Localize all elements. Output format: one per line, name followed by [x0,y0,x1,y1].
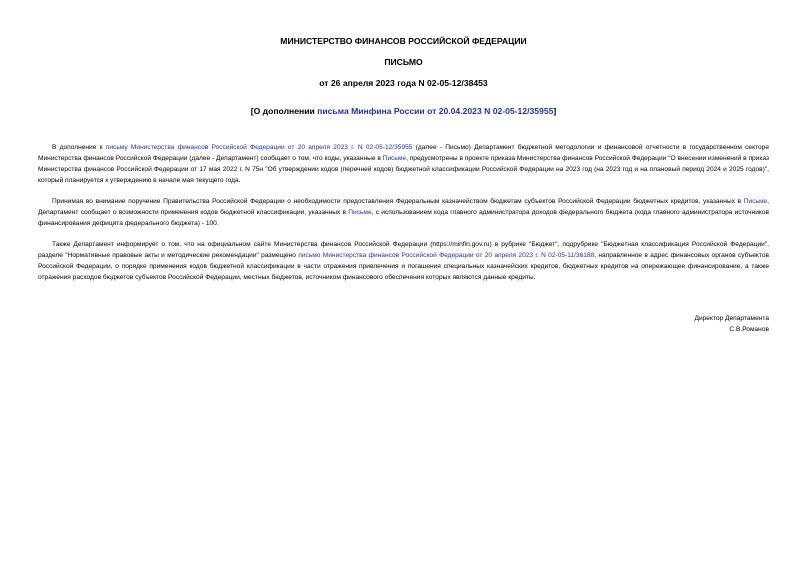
paragraph-2-text-2: , Департамент сообщает о возможности применения кодов бюджетной классификации, указанных в [38,198,769,216]
paragraph-2 [38,196,769,229]
paragraph-2-link-2[interactable]: Письме [348,209,372,216]
signature-name: С.В.Романов [729,326,769,333]
paragraph-1-text-3: , предусмотрены в проекте приказа Министерства финансов Российской Федерации "О внесении изменений в приказ Министерства финансов Российской Федерации от 17 мая 2022 г. N 75н "Об утверждении кодов (перечней кодов) бюджетной классификации Российской Федерации на 2023 год (на 2023 год и на плановый период 2024 и 2025 годов)", который планируется к утверждению в начале мая текущего года. [38,155,770,184]
paragraph-3-text-2: , направленное в адрес финансовых органов субъектов Российской Федерации, о порядке применения кодов бюджетной классификации в части отражения привлечения и погашения специальных казначейских кредитов, бюджетных кредитов на опережающее финансирование, а также отражения расходов бюджетов субъектов Российской Федерации, местных бюджетов, источником финансового обеспечения которых являются данные кредиты. [38,252,769,281]
signature-block [38,313,769,335]
paragraph-1-text-1: В дополнение к [52,144,106,151]
document-date-number: от 26 апреля 2023 года N 02-05-12/38453 [319,78,488,88]
subject-suffix: ] [553,106,557,116]
paragraph-3 [38,239,769,283]
document-subject [38,106,769,117]
paragraph-1-link-1[interactable]: письму Министерства финансов Российской Федерации от 20 апреля 2023 г. N 02-05-12/35955 [105,144,413,151]
signature-position: Директор Департамента [694,315,769,322]
paragraph-3-text-1: Также Департамент информирует о том, что на официальном сайте Министерства финансов Российской Федерации (https://minfin.gov.ru) в рубрике "Бюджет", подрубрике "Бюджетная классификация Российской Федерации", разделе "Нормативные правовые акты и методические рекомендации" размещено [38,241,769,259]
document-page [38,36,769,335]
paragraph-2-text-1: Принимая во внимание поручение Правительства Российской Федерации о необходимости предоставления Федеральным казначейством бюджетам субъектов Российской Федерации бюджетных кредитов, указанных в [52,198,744,205]
paragraph-2-link-1[interactable]: Письме [743,198,768,205]
document-type: ПИСЬМО [384,57,423,67]
paragraph-1-link-2[interactable]: Письме [382,155,407,162]
paragraph-2-text-3: , с использованием кода главного администратора доходов федерального бюджета (кода главного администратора источников финансирования дефицита федерального бюджета) - 100. [38,209,770,227]
paragraph-1-text-2: (далее - Письмо) Департамент бюджетной методологии и финансовой отчетности в государственном секторе Министерства финансов Российской Федерации (далее - Департамент) сообщает о том, что коды, указанные в [38,144,770,162]
subject-prefix: [О дополнении [250,106,318,116]
subject-link[interactable]: письма Минфина России от 20.04.2023 N 02-05-12/35955 [317,106,554,116]
paragraph-3-link-1[interactable]: письмо Министерства финансов Российской Федерации от 20 апреля 2023 г. N 02-05-11/36188 [298,252,595,259]
paragraph-1 [38,142,769,186]
ministry-title: МИНИСТЕРСТВО ФИНАНСОВ РОССИЙСКОЙ ФЕДЕРАЦИИ [280,36,527,46]
